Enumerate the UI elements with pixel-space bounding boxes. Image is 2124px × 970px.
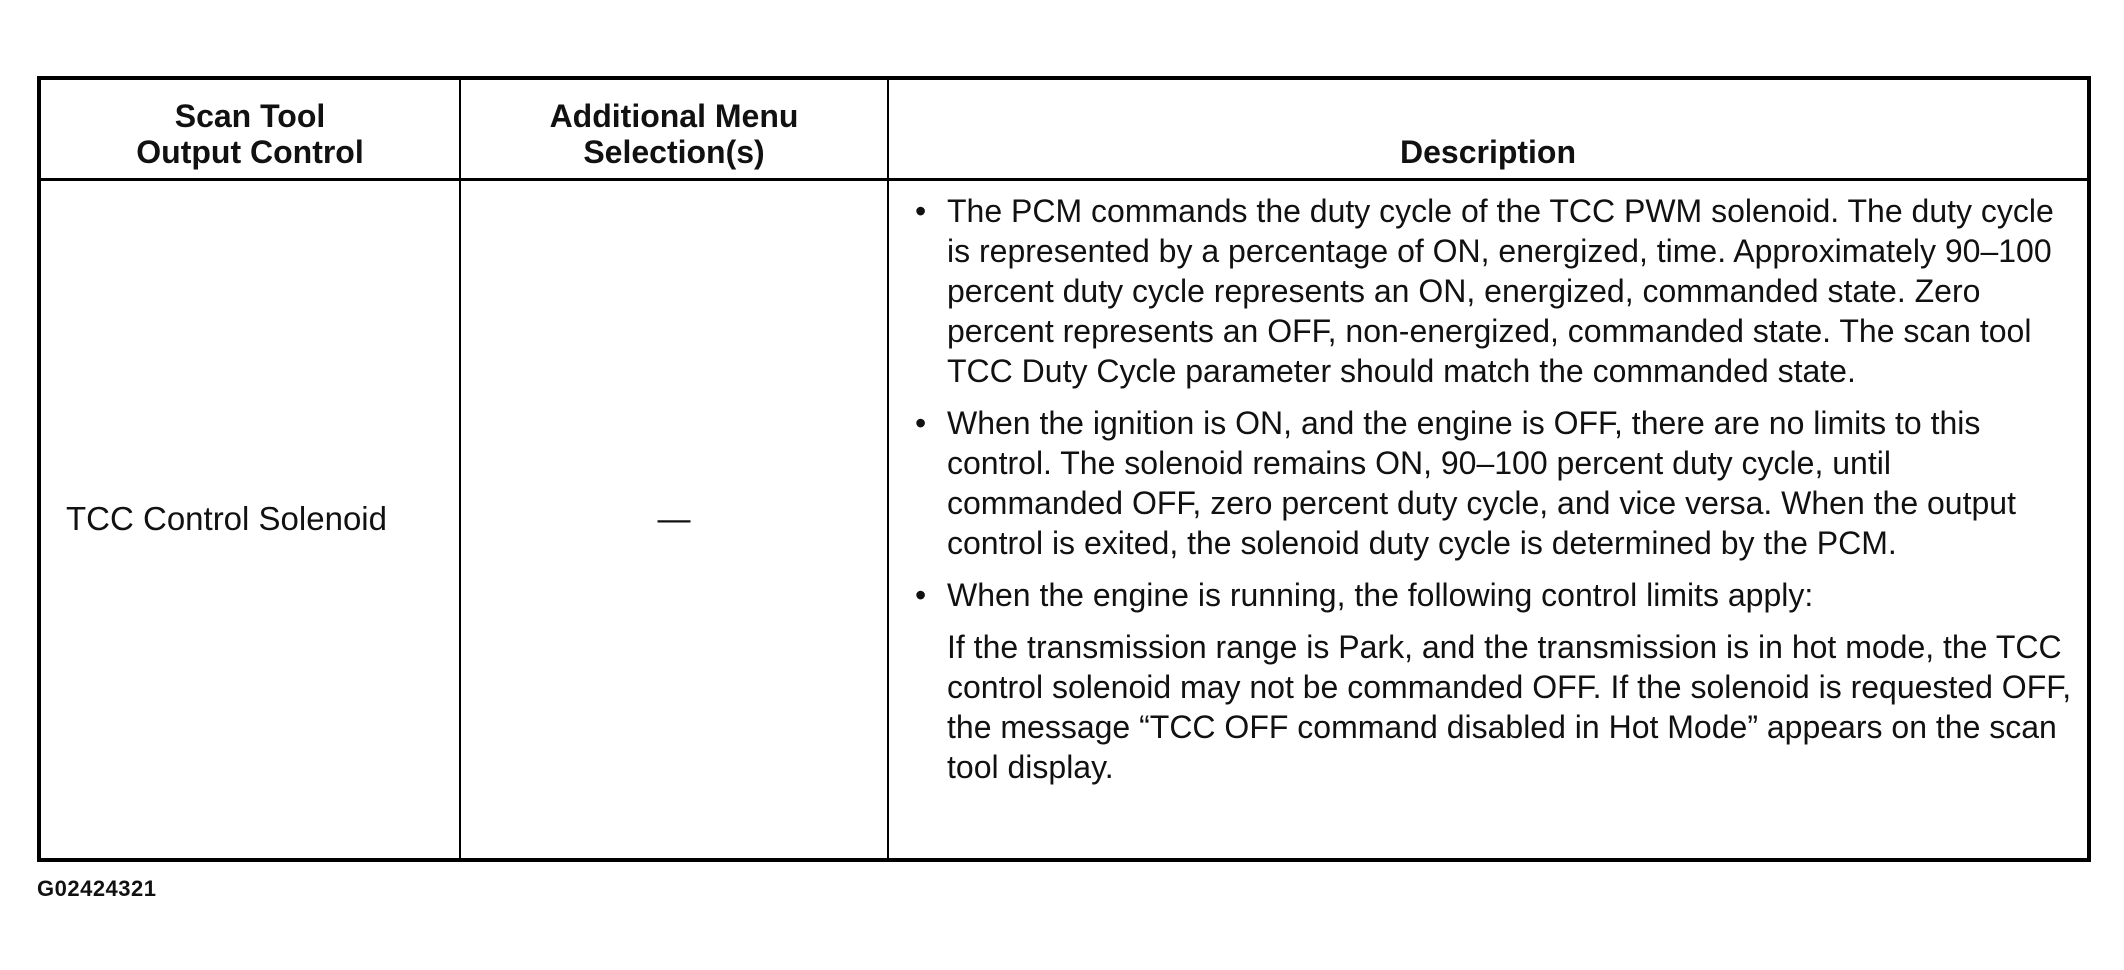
figure-id: G02424321	[37, 876, 157, 901]
table-body	[39, 180, 2089, 860]
header-col2-line2: Selection(s)	[583, 134, 765, 170]
header-col3: Description	[1399, 134, 1577, 170]
scan-tool-output-control-table	[37, 76, 2091, 862]
description-cell	[888, 180, 2089, 860]
description-bullet: • The PCM commands the duty cycle of the TCC PWM solenoid. The duty cycle is represented by a percentage of ON, energized, time. Approximately 90–100 percent duty cycle represents an ON, energized, commanded state. Zero percent represents an OFF, non-energized, commanded state. The scan tool TCC Duty Cycle parameter should match the commanded state.	[947, 191, 2075, 391]
header-description	[888, 78, 2089, 180]
menu-selection-cell: —	[460, 180, 888, 860]
table-header	[39, 78, 2089, 180]
header-col2-line1: Additional Menu	[549, 98, 799, 134]
description-bullet: • When the engine is running, the following control limits apply:	[947, 575, 2075, 615]
control-name-cell: TCC Control Solenoid	[39, 180, 460, 860]
table-row	[39, 180, 2089, 860]
header-row	[39, 78, 2089, 180]
description-bullet: • When the ignition is ON, and the engine is OFF, there are no limits to this control. The solenoid remains ON, 90–100 percent duty cycle, until commanded OFF, zero percent duty cycle, and vice versa. When the output control is exited, the solenoid duty cycle is determined by the PCM.	[947, 403, 2075, 563]
header-col1-line1: Scan Tool	[174, 98, 326, 134]
header-col1-line2: Output Control	[136, 134, 364, 170]
header-scan-tool-output-control	[39, 78, 460, 180]
description-sub-paragraph: If the transmission range is Park, and the transmission is in hot mode, the TCC control solenoid may not be commanded OFF. If the solenoid is requested OFF, the message “TCC OFF command disabled in Hot Mode” appears on the scan tool display.	[947, 629, 2072, 785]
header-additional-menu-selections	[460, 78, 888, 180]
